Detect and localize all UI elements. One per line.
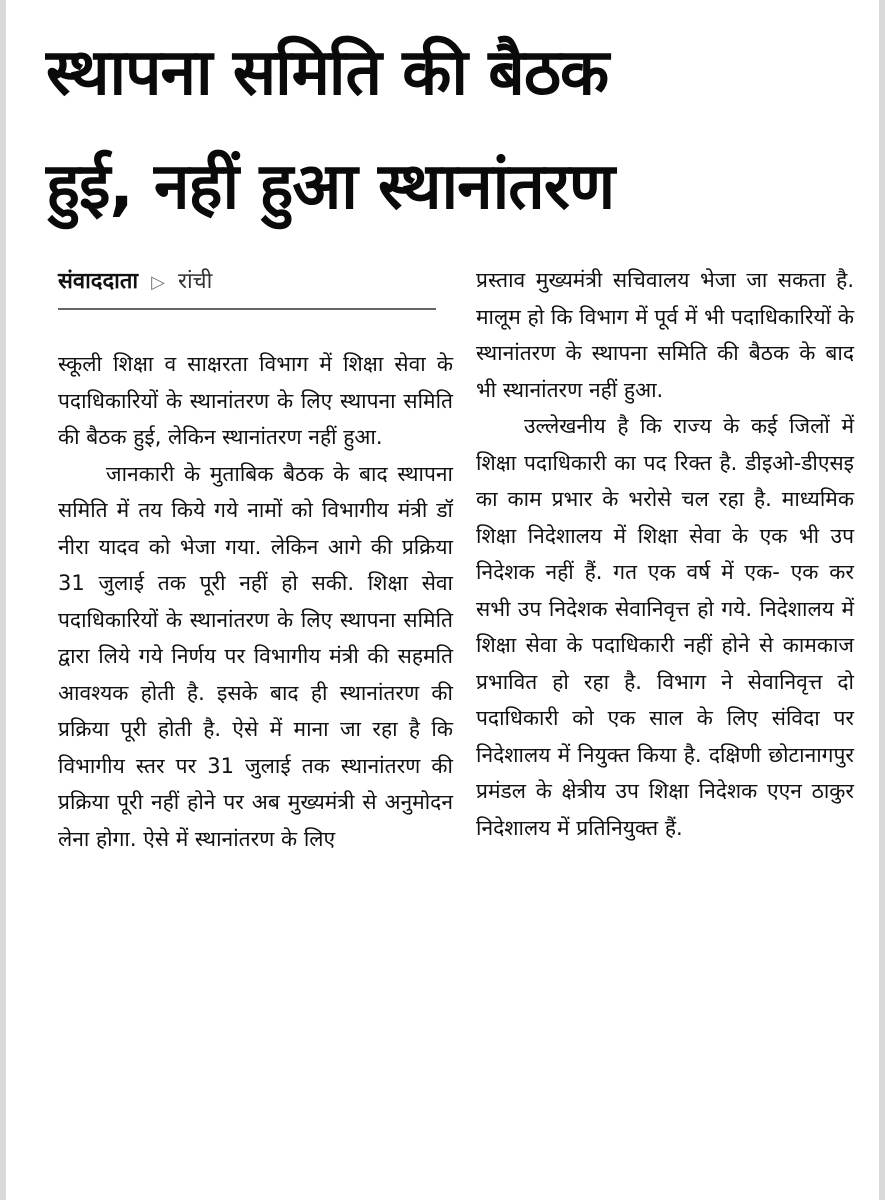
headline — [46, 16, 866, 244]
article-paragraph: स्कूली शिक्षा व साक्षरता विभाग में शिक्षा सेवा के पदाधिकारियों के स्थानांतरण के लिए स्थापना समिति की बैठक हुई, लेकिन स्थानांतरण नहीं हुआ. — [58, 352, 453, 449]
byline-arrow-icon: ▷ — [151, 272, 165, 293]
byline-city: रांची — [177, 269, 213, 294]
article-column-left — [58, 262, 453, 857]
article-paragraph: प्रस्ताव मुख्यमंत्री सचिवालय भेजा जा सकता है. मालूम हो कि विभाग में पूर्व में भी पदाधिकारियों के स्थानांतरण के स्थापना समिति की बैठक के बाद भी स्थानांतरण नहीं हुआ. — [476, 268, 854, 402]
byline — [58, 262, 436, 310]
headline-line-1: स्थापना समिति की बैठक — [46, 36, 609, 110]
article-column-right — [476, 262, 854, 846]
article-paragraph: उल्लेखनीय है कि राज्य के कई जिलों में शिक्षा पदाधिकारी का पद रिक्त है. डीइओ-डीएसइ का काम प्रभार के भरोसे चल रहा है. माध्यमिक शिक्षा निदेशालय में शिक्षा सेवा के एक भी उप निदेशक नहीं हैं. गत एक वर्ष में एक- एक कर सभी उप निदेशक सेवानिवृत्त हो गये. निदेशालय में शिक्षा सेवा के पदाधिकारी नहीं होने से कामकाज प्रभावित हो रहा है. विभाग ने सेवानिवृत्त दो पदाधिकारी को एक साल के लिए संविदा पर निदेशालय में नियुक्त किया है. दक्षिणी छोटानागपुर प्रमंडल के क्षेत्रीय उप शिक्षा निदेशक एएन ठाकुर निदेशालय में प्रतिनियुक्त हैं. — [476, 414, 854, 840]
headline-line-2: हुई, नहीं हुआ स्थानांतरण — [46, 150, 615, 224]
byline-reporter: संवाददाता — [58, 269, 139, 294]
article-paragraph: जानकारी के मुताबिक बैठक के बाद स्थापना समिति में तय किये गये नामों को विभागीय मंत्री डॉ नीरा यादव को भेजा गया. लेकिन आगे की प्रक्रिया 31 जुलाई तक पूरी नहीं हो सकी. शिक्षा सेवा पदाधिकारियों के स्थानांतरण के लिए स्थापना समिति द्वारा लिये गये निर्णय पर विभागीय मंत्री की सहमति आवश्यक होती है. इसके बाद ही स्थानांतरण की प्रक्रिया पूरी होती है. ऐसे में माना जा रहा है कि विभागीय स्तर पर 31 जुलाई तक स्थानांतरण की प्रक्रिया पूरी नहीं होने पर अब मुख्यमंत्री से अनुमोदन लेना होगा. ऐसे में स्थानांतरण के लिए — [58, 461, 453, 851]
